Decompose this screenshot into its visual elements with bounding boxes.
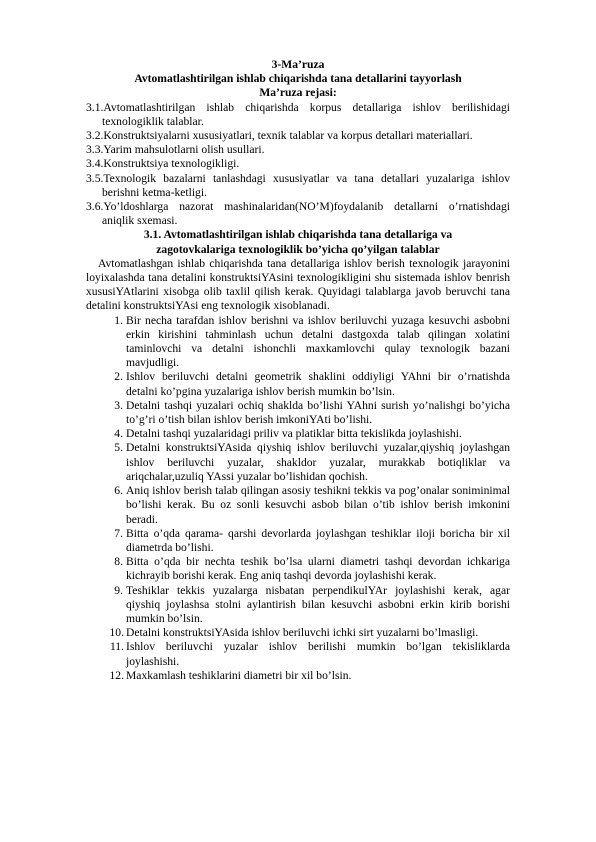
requirement-item (86, 484, 510, 527)
requirement-text: Bitta o’qda qarama- qarshi devorlarda joylashgan teshiklar iloji boricha bir xil diametrda bo’lishi. (126, 526, 510, 554)
plan-item: 3.6.Yo’ldoshlarga nazorat mashinalaridan(NO’M)foydalanib detallarni o’rnatishdagi aniqlik sxemasi. (86, 200, 510, 228)
requirement-item (86, 370, 510, 398)
requirement-number: 2. (114, 370, 123, 384)
plan-item: 3.5.Texnologik bazalarni tanlashdagi xususiyatlar va tana detallari yuzalariga ishlov berishni ketma-ketligi. (86, 171, 510, 199)
plan-item: 3.1.Avtomatlashtirilgan ishlab chiqarishda korpus detallariga ishlov berilishidagi texnologiklik talablar. (86, 100, 510, 128)
requirement-item (86, 640, 510, 668)
requirement-item (86, 626, 510, 640)
requirement-item (86, 399, 510, 427)
requirement-text: Aniq ishlov berish talab qilingan asosiy teshikni tekkis va pog’onalar soniminimal bo’lishi kerak. Bu oz sonli kesuvchi asbob bilan o’tib ishlov berish imkonini beradi. (126, 484, 510, 526)
requirement-number: 5. (114, 441, 123, 455)
requirement-item (86, 427, 510, 441)
requirement-item (86, 584, 510, 627)
requirement-text: Teshiklar tekkis yuzalarga nisbatan perpendikulYAr joylashishi kerak, agar qiyshiq joylashsa stolni aylantirish bilan kesuvchi asbobni erkin kirib borishi mumkin bo’lsin. (126, 583, 510, 625)
requirement-item (86, 527, 510, 555)
requirement-number: 3. (114, 398, 123, 412)
requirement-text: Detalni tashqi yuzalari ochiq shaklda bo’lishi YAhni surish yo’nalishgi bo’yicha to’g’ri o’tish bilan ishlov berish imkoniYAti bo’lishi. (126, 398, 510, 427)
plan-heading: Ma’ruza rejasi: (259, 86, 337, 100)
requirement-text: Bir necha tarafdan ishlov berishni va ishlov beriluvchi yuzaga kesuvchi asbobni erkin kirishini tahminlash uchun detalni dastgoxda talab qilingan xolatini taminlovchi va detalni ishonchli maxkamlovchi qulay texnologik bazani mavjudligi. (126, 313, 510, 370)
requirements-list (86, 314, 510, 683)
requirement-item (86, 555, 510, 583)
section-title-line-2: zagotovkalariga texnologiklik bo’yicha qo’yilgan talablar (156, 242, 440, 256)
requirement-item (86, 669, 510, 683)
requirement-number: 4. (114, 427, 123, 441)
document-page (86, 58, 510, 683)
requirement-number: 6. (114, 484, 123, 498)
requirement-text: Bitta o’qda bir nechta teshik bo’lsa ularni diametri tashqi devordan ichkariga kichrayib borishi kerak. Eng aniq tashqi devorda joylashishi kerak. (126, 555, 510, 583)
requirement-number: 11. (109, 640, 124, 654)
requirement-number: 12. (109, 668, 124, 682)
requirement-text: Detalni konstruktsiYAsida ishlov beriluvchi ichki sirt yuzalarni bo’lmasligi. (126, 626, 479, 640)
lecture-title: Avtomatlashtirilgan ishlab chiqarishda tana detallarini tayyorlash (134, 72, 462, 86)
requirement-text: Maxkamlash teshiklarini diametri bir xil bo’lsin. (126, 668, 352, 682)
plan-item: 3.2.Konstruktsiyalarni xususiyatlari, texnik talablar va korpus detallari materiallari. (86, 129, 473, 143)
section-title-line-1: 3.1. Avtomatlashtirilgan ishlab chiqarishda tana detallariga va (143, 228, 453, 242)
requirement-number: 1. (114, 313, 123, 327)
requirement-text: Ishlov beriluvchi yuzalar ishlov berilishi mumkin bo’lgan tekisliklarda joylashishi. (126, 640, 510, 668)
plan-item: 3.3.Yarim mahsulotlarni olish usullari. (86, 143, 265, 157)
requirement-number: 9. (114, 583, 123, 597)
requirement-number: 10. (109, 626, 124, 640)
requirement-item (86, 441, 510, 484)
requirement-number: 7. (114, 526, 123, 540)
lecture-plan-list (86, 101, 510, 229)
requirement-text: Detalni tashqi yuzalaridagi priliv va platiklar bitta tekislikda joylashishi. (126, 427, 462, 441)
plan-item: 3.4.Konstruktsiya texnologikligi. (86, 157, 240, 171)
requirement-item (86, 314, 510, 371)
lecture-number: 3-Ma’ruza (271, 58, 325, 71)
section-intro-paragraph: Avtomatlashgan ishlab chiqarishda tana detallariga ishlov berish texnologik jarayonini loyixalashda tana detalini konstruktsiYAsini texnologikligini shu sistemada ishlov benrish xususiYAtlarini xisobga olib taxlil qilish kerak. Quyidagi talablarga javob beruvchi tana detalini konstruktsiYAsi eng texnologik xisoblanadi. (86, 256, 510, 313)
requirement-text: Ishlov beriluvchi detalni geometrik shaklini oddiyligi YAhni bir o’rnatishda detalni ko’pgina yuzalariga ishlov berish mumkin bo’lsin. (126, 370, 510, 398)
requirement-text: Detalni konstruktsiYAsida qiyshiq ishlov beriluvchi yuzalar,qiyshiq joylashgan ishlov beriluvchi yuzalar, shakldor yuzalar, murakkab botiqliklar va ariqchalar,uzuliq YAssi yuzalar bo’lishidan qochish. (126, 441, 510, 483)
requirement-number: 8. (114, 555, 123, 569)
